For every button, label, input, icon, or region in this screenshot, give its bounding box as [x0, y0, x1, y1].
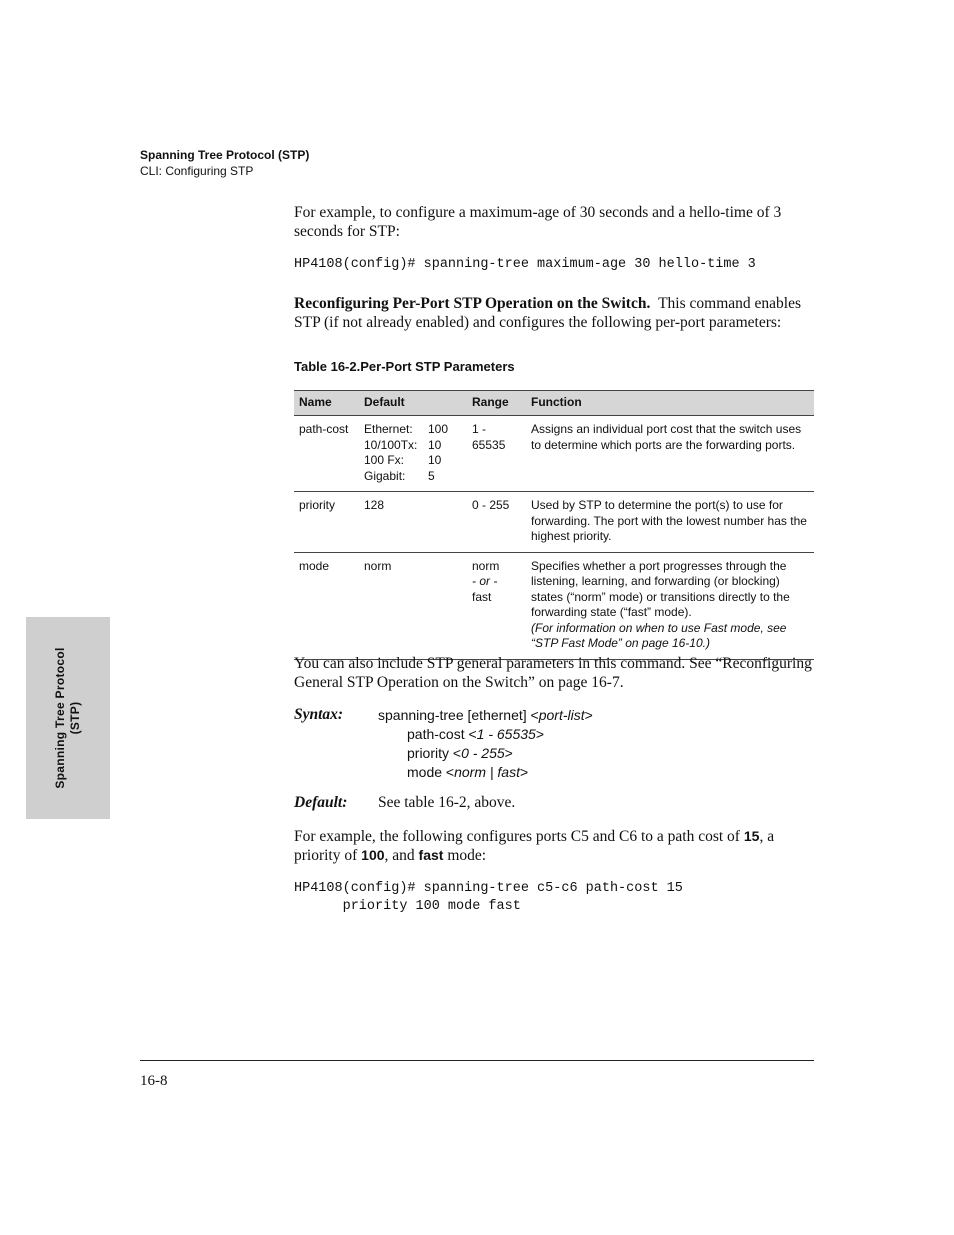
syntax-line-param: [378, 725, 593, 744]
col-header-name: Name: [294, 391, 359, 416]
range-line: - or -: [472, 574, 498, 588]
cell-name: mode: [294, 552, 359, 659]
side-tab-line2: (STP): [68, 701, 82, 735]
per-port-stp-table: [294, 390, 814, 660]
syntax-param-text: mode <: [407, 764, 455, 780]
default-line: [294, 794, 814, 812]
example-2-text: mode:: [443, 847, 487, 864]
default-label: Default:: [294, 794, 348, 811]
syntax-param-text: priority <: [407, 745, 462, 761]
syntax-cmd-end: >: [584, 707, 593, 723]
function-text: Specifies whether a port progresses through the listening, learning, and forwarding (or blocking) states (“norm” mode) or transitions directly to the forwarding state (“fast” mode).: [531, 558, 790, 619]
col-header-default: Default: [359, 391, 467, 416]
example-2-mode: fast: [418, 847, 444, 863]
col-header-function: Function: [526, 391, 814, 416]
section-header: CLI: Configuring STP: [140, 164, 254, 178]
default-label: Gigabit:: [364, 468, 406, 483]
col-header-range: Range: [467, 391, 526, 416]
example-2-paragraph: [294, 827, 814, 865]
cell-default: norm: [359, 552, 467, 659]
default-label: Ethernet:: [364, 422, 413, 436]
code-2-line-1: HP4108(config)# spanning-tree c5-c6 path-cost 15: [294, 881, 683, 896]
table-header-row: [294, 391, 814, 416]
default-value: 100: [428, 422, 449, 436]
cell-name: path-cost: [294, 416, 359, 492]
chapter-header: Spanning Tree Protocol (STP): [140, 148, 310, 162]
example-2-text: For example, the following configures ports C5 and C6 to a path cost of: [294, 828, 744, 845]
side-tab-label: [53, 618, 83, 818]
reconfig-text: This command enables STP (if not already enabled) and configures the following per-port parameters:: [294, 295, 801, 331]
code-example-2: [294, 880, 683, 916]
cell-range: [467, 552, 526, 659]
cell-function: Used by STP to determine the port(s) to use for forwarding. The port with the lowest number has the highest priority.: [526, 492, 814, 553]
default-label: 100 Fx:: [364, 453, 405, 467]
table-row: [294, 416, 814, 492]
intro-paragraph: For example, to configure a maximum-age of 30 seconds and a hello-time of 3 seconds for STP:: [294, 204, 782, 240]
syntax-line-param: [378, 744, 593, 763]
cell-range: 1 - 65535: [467, 416, 526, 492]
default-text: See table 16-2, above.: [378, 794, 516, 811]
function-note: (For information on when to use Fast mode, see “STP Fast Mode” on page 16-10.): [531, 620, 787, 650]
cell-function: [526, 552, 814, 659]
range-line: fast: [472, 589, 492, 604]
syntax-label: Syntax:: [294, 706, 344, 723]
cell-default: [359, 416, 467, 492]
reconfig-heading: Reconfiguring Per-Port STP Operation on the Switch.: [294, 295, 651, 312]
syntax-param-end: >: [504, 745, 513, 761]
cell-function: Assigns an individual port cost that the switch uses to determine which ports are the forwarding ports.: [526, 416, 814, 492]
example-2-text: , and: [384, 847, 419, 864]
code-example-1: HP4108(config)# spanning-tree maximum-age 30 hello-time 3: [294, 257, 756, 272]
example-2-text: , a priority of: [294, 828, 775, 864]
chapter-side-tab: [26, 617, 110, 819]
syntax-param-arg: 0 - 255: [461, 745, 505, 761]
range-line: norm: [472, 558, 500, 573]
syntax-param-end: >: [519, 764, 529, 780]
syntax-param-end: >: [535, 726, 545, 742]
example-2-cost: 15: [743, 828, 760, 844]
side-tab-line1: Spanning Tree Protocol: [53, 647, 67, 789]
default-list: [364, 422, 462, 484]
syntax-line-param: [378, 763, 593, 782]
syntax-line-command: [378, 706, 593, 725]
reconfig-paragraph: [294, 294, 814, 332]
syntax-cmd-text: spanning-tree [ethernet] <: [378, 707, 539, 723]
footer-rule: [140, 1060, 814, 1061]
table-caption: Table 16-2.Per-Port STP Parameters: [294, 359, 515, 374]
default-value: 10: [428, 453, 442, 467]
default-value: 10: [428, 437, 442, 452]
default-label: 10/100Tx:: [364, 437, 418, 452]
cell-default: 128: [359, 492, 467, 553]
example-2-priority: 100: [361, 847, 385, 863]
cell-name: priority: [294, 492, 359, 553]
default-value: 5: [428, 468, 435, 483]
syntax-cmd-arg: port-list: [538, 707, 585, 723]
syntax-command: [378, 706, 593, 782]
table-row: [294, 552, 814, 659]
page-number: 16-8: [140, 1073, 168, 1089]
cell-range: 0 - 255: [467, 492, 526, 553]
syntax-param-arg: 1 - 65535: [476, 726, 536, 742]
code-2-line-2: priority 100 mode fast: [294, 899, 521, 914]
syntax-param-arg: norm | fast: [454, 764, 520, 780]
syntax-param-text: path-cost <: [407, 726, 477, 742]
general-params-paragraph: You can also include STP general parameters in this command. See “Reconfiguring General STP Operation on the Switch” on page 16-7.: [294, 655, 812, 691]
table-row: [294, 492, 814, 553]
